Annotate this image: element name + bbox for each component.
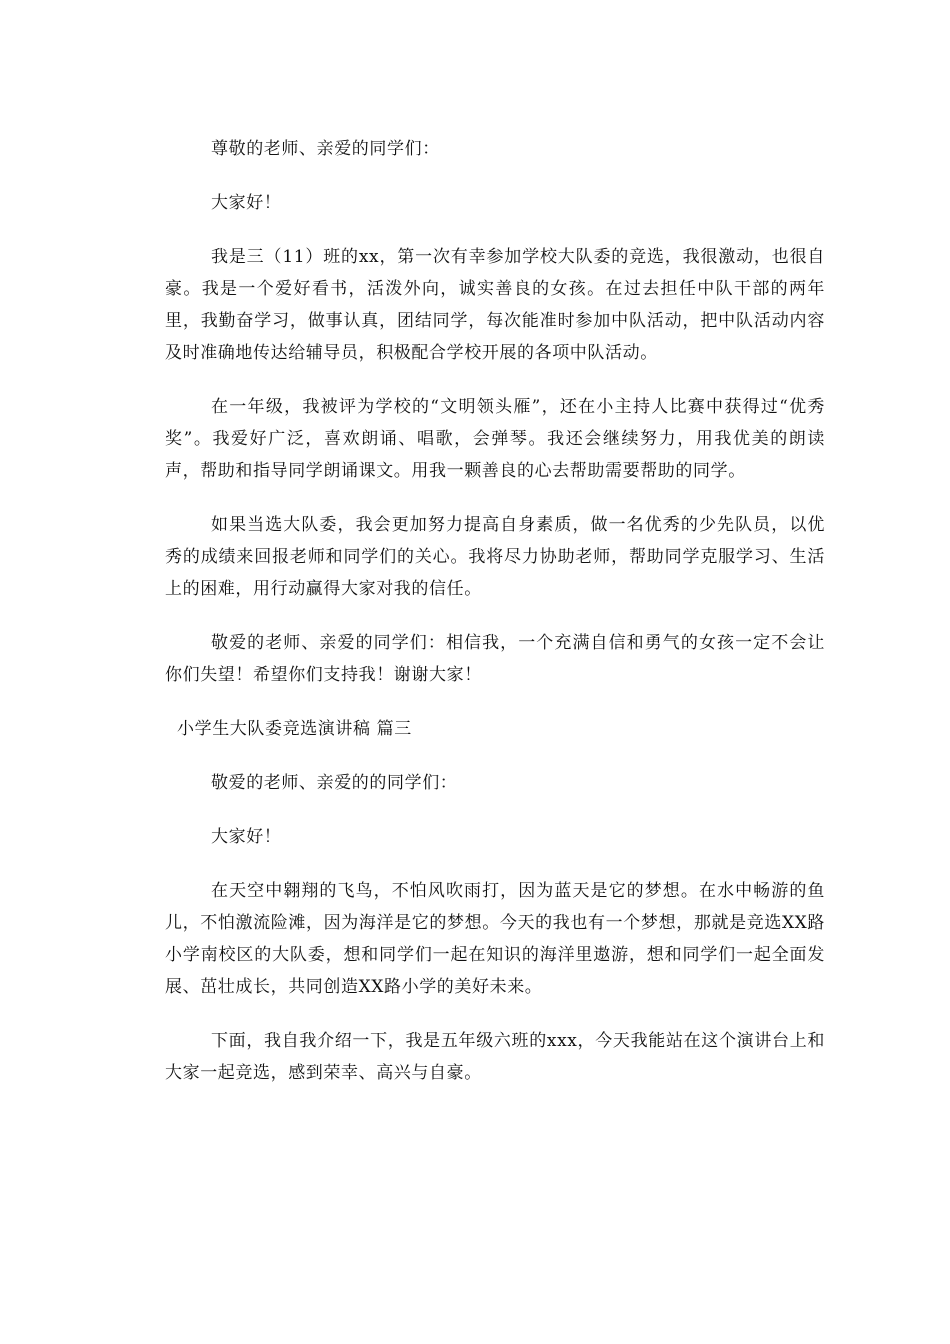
promise-paragraph: 如果当选大队委，我会更加努力提高自身素质，做一名优秀的少先队员，以优秀的成绩来回报老师和同学们的关心。我将尽力协助老师，帮助同学克服学习、生活上的困难，用行动赢得大家对我的信任。 (165, 515, 825, 599)
greeting-paragraph-2: 敬爱的老师、亲爱的的同学们： (211, 773, 458, 793)
dream-paragraph: 在天空中翱翔的飞鸟，不怕风吹雨打，因为蓝天是它的梦想。在水中畅游的鱼儿，不怕激流险滩，因为海洋是它的梦想。今天的我也有一个梦想，那就是竞选XX路小学南校区的大队委，想和同学们一起在知识的海洋里遨游，想和同学们一起全面发展、茁壮成长，共同创造XX路小学的美好未来。 (165, 881, 825, 997)
section-heading: 小学生大队委竞选演讲稿 篇三 (177, 719, 412, 739)
hello-paragraph-2: 大家好！ (211, 827, 282, 847)
greeting-paragraph: 尊敬的老师、亲爱的同学们： (211, 139, 440, 159)
document-body (165, 133, 825, 1089)
hello-paragraph: 大家好！ (211, 193, 282, 213)
introduction-paragraph-2: 下面，我自我介绍一下，我是五年级六班的xxx，今天我能站在这个演讲台上和大家一起竞选，感到荣幸、高兴与自豪。 (165, 1031, 825, 1083)
honors-paragraph: 在一年级，我被评为学校的“文明领头雁”，还在小主持人比赛中获得过“优秀奖”。我爱好广泛，喜欢朗诵、唱歌，会弹琴。我还会继续努力，用我优美的朗读声，帮助和指导同学朗诵课文。用我一颗善良的心去帮助需要帮助的同学。 (165, 397, 825, 481)
introduction-paragraph: 我是三（11）班的xx，第一次有幸参加学校大队委的竞选，我很激动，也很自豪。我是一个爱好看书，活泼外向，诚实善良的女孩。在过去担任中队干部的两年里，我勤奋学习，做事认真，团结同学，每次能准时参加中队活动，把中队活动内容及时准确地传达给辅导员，积极配合学校开展的各项中队活动。 (165, 247, 825, 363)
closing-paragraph: 敬爱的老师、亲爱的同学们：相信我，一个充满自信和勇气的女孩一定不会让你们失望！希望你们支持我！谢谢大家！ (165, 633, 825, 685)
